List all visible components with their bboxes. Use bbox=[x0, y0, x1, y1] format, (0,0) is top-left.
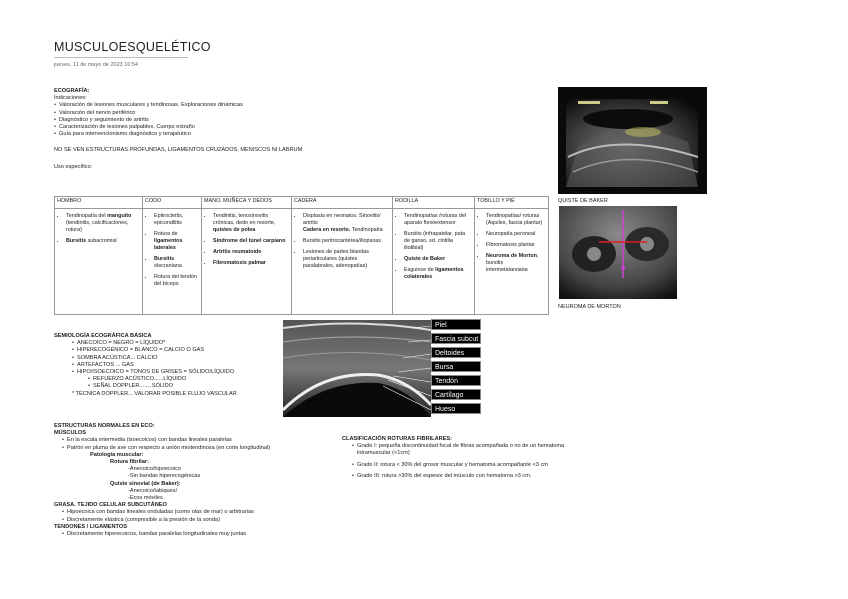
list-item: • Caracterización de lesiones palpables. Cuerpo extraño bbox=[54, 124, 474, 131]
label-hueso: Hueso bbox=[431, 403, 481, 414]
musculos-heading: MÚSCULOS bbox=[54, 430, 87, 437]
clasificacion-section bbox=[342, 436, 582, 480]
cell-text: , bursitis intermetatarsiana bbox=[486, 253, 539, 273]
list-item: • SEÑAL DOPPLER........SÓLIDO bbox=[88, 383, 280, 390]
cell-text-bold: manguito bbox=[107, 213, 132, 219]
cell-text: (tendinitis, calcificaciones, rotura) bbox=[66, 220, 129, 233]
label-cartilago: Cartílago bbox=[431, 389, 481, 400]
list-item bbox=[486, 253, 545, 274]
table-header: TOBILLO Y PIÉ bbox=[475, 197, 549, 209]
list-item: • Tendinopatías/ roturas (Aquiles, fascia plantar) bbox=[486, 213, 545, 227]
list-item bbox=[154, 231, 198, 252]
list-item: • Artritis reumatoide bbox=[213, 249, 288, 256]
clasificacion-heading: CLASIFICACIÓN ROTURAS FIBRILARES: bbox=[342, 436, 453, 442]
cell-text-bold: Neuroma de Morton bbox=[486, 253, 537, 259]
quiste-item: -Anecoico/tabiques/ bbox=[128, 487, 178, 494]
cell-text: olecraniana bbox=[154, 263, 182, 269]
page-title: MUSCULOESQUELÉTICO bbox=[54, 40, 211, 54]
list-item bbox=[66, 238, 139, 245]
table-cell-hombro bbox=[55, 209, 143, 315]
list-item: • Valoración de lesiones musculares y tendinosas. Exploraciones dinámicas bbox=[54, 102, 474, 109]
list-item: • REFUERZO ACÚSTICO......LÍQUIDO bbox=[88, 376, 280, 383]
table-cell-mano bbox=[202, 209, 292, 315]
page-datetime: jueves, 11 de mayo de 2023 16:54 bbox=[54, 62, 138, 68]
list-item: • Neuropatía peroneal bbox=[486, 231, 545, 238]
estructuras-heading: ESTRUCTURAS NORMALES EN ECO: bbox=[54, 423, 155, 429]
table-header: CADERA bbox=[292, 197, 393, 209]
cell-text: Displasia en neonatos. Sinovitis/ artritis bbox=[303, 213, 381, 226]
shoulder-ultrasound-image bbox=[283, 320, 431, 417]
list-item: • Lesiones de partes blandas periarticulares (quistes paralabrales, adenopatías) bbox=[303, 249, 389, 270]
ecografia-section bbox=[54, 88, 474, 171]
table-header: MANO, MUÑECA Y DEDOS bbox=[202, 197, 292, 209]
list-item: • Síndrome del túnel carpiano bbox=[213, 238, 288, 245]
semiologia-list bbox=[54, 340, 280, 376]
cell-text: Tendinitis, tenosinovitis crónicas, dedo en resorte, bbox=[213, 213, 276, 226]
quiste-label: Quiste sinovial (de Baker): bbox=[110, 480, 181, 487]
table-cell-rodilla bbox=[393, 209, 475, 315]
table-header: HOMBRO bbox=[55, 197, 143, 209]
semiologia-note: * TÉCNICA DOPPLER... VALORAR POSIBLE FLUJO VASCULAR bbox=[72, 390, 237, 397]
cell-text-bold: ligamentos laterales bbox=[154, 238, 183, 251]
table-row bbox=[55, 209, 549, 315]
tendones-heading: TENDONES / LIGAMENTOS bbox=[54, 523, 127, 530]
baker-ultrasound-graphic bbox=[558, 87, 707, 194]
list-item: • Rotura del tendón del bíceps bbox=[154, 274, 198, 288]
list-item: • Patrón en pluma de ave con respecto a unión miotendinosa (en corte longitudinal) bbox=[62, 445, 344, 452]
estructuras-section bbox=[54, 423, 344, 538]
list-item: • Epitrocleítis, epicondilitis bbox=[154, 213, 198, 227]
list-item bbox=[404, 267, 471, 281]
label-piel: Piel bbox=[431, 319, 481, 330]
list-item: • Guía para intervencionismo diagnóstico y terapéutico bbox=[54, 131, 474, 138]
tendones-list bbox=[54, 531, 344, 538]
table-cell-tobillo bbox=[475, 209, 549, 315]
list-item: • Discretamente hiperecoicos, bandas paralelas longitudinales muy juntas bbox=[62, 531, 344, 538]
list-item: • En la escala intermedia (isoecoicos) con bandas lineales paralelas bbox=[62, 437, 344, 444]
grasa-heading: GRASA. TEJIDO CELULAR SUBCUTÁNEO bbox=[54, 502, 167, 509]
list-item: • Bursitis (infrapatelar, pata de ganso, sd. cintilla iliotibial) bbox=[404, 231, 471, 252]
indicaciones-list bbox=[54, 102, 474, 138]
cell-text-bold: Cadera en resorte. bbox=[303, 227, 351, 233]
semiologia-heading: SEMIOLOGÍA ECOGRÁFICA BÁSICA bbox=[54, 333, 152, 339]
list-item bbox=[154, 256, 198, 270]
list-item: • Diagnóstico y seguimiento de artritis bbox=[54, 117, 474, 124]
grasa-list bbox=[54, 509, 344, 523]
list-item: • Quiste de Baker bbox=[404, 256, 471, 263]
clasificacion-list bbox=[342, 443, 582, 480]
list-item bbox=[213, 213, 288, 234]
table-header: CODO bbox=[143, 197, 202, 209]
table-header-row bbox=[55, 197, 549, 209]
baker-caption: QUISTE DE BAKER bbox=[558, 198, 608, 204]
cell-text-bold: quistes de polea bbox=[213, 227, 256, 233]
semiologia-section bbox=[54, 333, 280, 398]
list-item: • ANECOICO = NEGRO = LÍQUIDO* bbox=[72, 340, 280, 347]
baker-cyst-image bbox=[558, 87, 707, 194]
cell-text: Tendinopatía del bbox=[66, 213, 108, 219]
list-item: • Grado II: rotura < 30% del grosor muscular y hematoma acompañante <3 cm bbox=[352, 462, 582, 469]
cell-text-bold: Bursitis bbox=[154, 256, 175, 262]
shoulder-ultrasound-graphic bbox=[283, 320, 431, 417]
list-item: • HIPERECOGÉNICO = BLANCO = CALCIO O GAS bbox=[72, 347, 280, 354]
rotura-item: -Anecoico/hipoecoico bbox=[128, 466, 182, 473]
table-cell-cadera bbox=[292, 209, 393, 315]
list-item: • Fibromatosis palmar bbox=[213, 260, 288, 267]
list-item: • Valoración del nervio periférico bbox=[54, 110, 474, 117]
list-item: • Grado I: pequeña discontinuidad focal de fibras acompañada o no de un hematoma intramuscular (<1cm) bbox=[352, 443, 582, 457]
rotura-label: Rotura fibrilar: bbox=[110, 459, 149, 466]
ecografia-heading: ECOGRAFÍA: bbox=[54, 88, 90, 94]
list-item: • Tendinopatías /roturas del aparato flexoextensor bbox=[404, 213, 471, 227]
rotura-item: -Sin bandas hiperecogénicas bbox=[128, 473, 201, 480]
label-deltoides: Deltoides bbox=[431, 347, 481, 358]
list-item bbox=[66, 213, 139, 234]
list-item: • Fibromatosis plantar bbox=[486, 242, 545, 249]
title-divider bbox=[54, 57, 188, 58]
warning-text: NO SE VEN ESTRUCTURAS PROFUNDAS, LIGAMENTOS CRUZADOS, MENISCOS NI LABRUM bbox=[54, 147, 303, 154]
semiologia-sublist bbox=[54, 376, 280, 390]
label-bursa: Bursa bbox=[431, 361, 481, 372]
list-item: • SOMBRA ACÚSTICA... CALCIO bbox=[72, 355, 280, 362]
label-fascia: Fascia subcut bbox=[431, 333, 481, 344]
musculos-list bbox=[54, 437, 344, 451]
indicaciones-label: Indicaciones: bbox=[54, 95, 87, 102]
list-item: • Hipoecoica con bandas lineales onduladas (como olas de mar) o arbitrarias bbox=[62, 509, 344, 516]
patologia-label: Patología muscular: bbox=[90, 451, 144, 458]
list-item bbox=[303, 213, 389, 234]
cell-text-bold: ligamentos colaterales bbox=[404, 267, 464, 280]
table-header: RODILLA bbox=[393, 197, 475, 209]
list-item: • Grado III: rotura >30% del espesor del músculo con hematoma >3 cm. bbox=[352, 473, 582, 480]
label-tendon: Tendón bbox=[431, 375, 481, 386]
table-cell-codo bbox=[143, 209, 202, 315]
cell-text: subacromial bbox=[86, 238, 117, 244]
list-item: • Bursitis peritrocantérea/iliopsoas bbox=[303, 238, 389, 245]
uso-table bbox=[54, 196, 549, 315]
uso-label: Uso específico: bbox=[54, 163, 93, 170]
list-item: • Discretamente elástica (compresible a la presión de la sonda) bbox=[62, 517, 344, 524]
cell-text: Tendinopatía bbox=[350, 227, 383, 233]
morton-ultrasound-graphic bbox=[559, 206, 677, 299]
cell-text: Esguince de bbox=[404, 267, 436, 273]
cell-text: Rotura de bbox=[154, 231, 178, 237]
quiste-item: -Ecos móviles bbox=[128, 495, 163, 502]
list-item: • ARTEFACTOS ... GAS bbox=[72, 362, 280, 369]
cell-text-bold: Bursitis bbox=[66, 238, 87, 244]
morton-neuroma-image bbox=[559, 206, 677, 299]
morton-caption: NEUROMA DE MORTON bbox=[558, 304, 621, 310]
list-item: • HIPO/ISOECOICO = TONOS DE GRISES = SÓLIDO/LÍQUIDO bbox=[72, 369, 280, 376]
